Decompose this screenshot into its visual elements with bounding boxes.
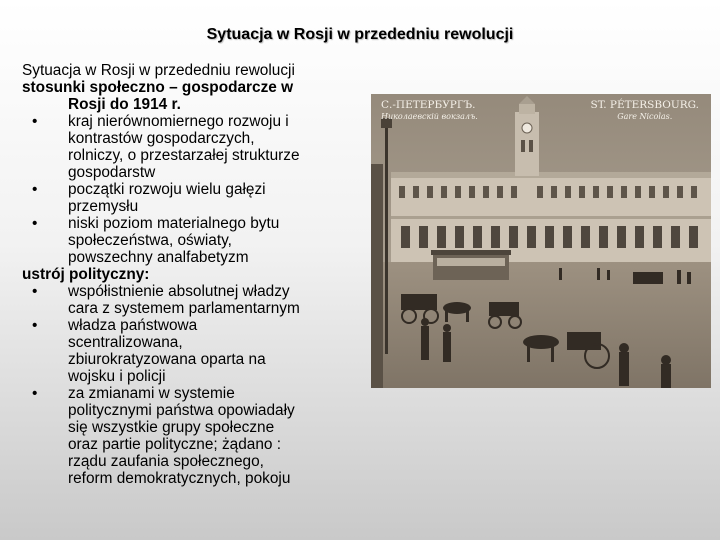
bullet-line: cara z systemem parlamentarnym [68, 300, 300, 317]
section2-bullet-list [22, 283, 354, 487]
bullet-line: reform demokratycznych, pokoju [68, 470, 291, 487]
photo-caption-right [591, 100, 699, 122]
bullet-line: oraz partie polityczne; żądano : [68, 436, 282, 453]
bullet-item [22, 385, 354, 487]
bullet-item [22, 113, 354, 181]
bullet-dot: • [32, 283, 38, 300]
bullet-line: gospodarstw [68, 164, 156, 181]
slide-title: Sytuacja w Rosji w przededniu rewolucji [206, 26, 514, 43]
intro-line: Sytuacja w Rosji w przededniu rewolucji [22, 62, 295, 79]
slide-body [22, 62, 354, 487]
station-photo [371, 94, 711, 388]
caption-right-subtitle: Gare Nicolas. [617, 112, 673, 121]
bullet-line: przemysłu [68, 198, 139, 215]
bullet-line: rządu zaufania społecznego, [68, 453, 264, 470]
section2-heading: ustrój polityczny: [22, 266, 150, 283]
bullet-item [22, 317, 354, 385]
bullet-line: się wszystkie grupy społeczne [68, 419, 275, 436]
section1-bullet-list [22, 113, 354, 266]
bullet-line: politycznymi państwa opowiadały [68, 402, 295, 419]
section1-heading-line1: stosunki społeczno – gospodarcze w [22, 79, 294, 96]
bullet-line: kraj nierównomiernego rozwoju i [68, 113, 289, 130]
lower-arches [401, 226, 698, 248]
tram [433, 254, 509, 280]
clock-face [522, 123, 532, 133]
bullet-dot: • [32, 317, 38, 334]
bullet-line: początki rozwoju wielu gałęzi [68, 181, 266, 198]
bullet-line: społeczeństwa, oświaty, [68, 232, 232, 249]
bullet-line: niski poziom materialnego bytu [68, 215, 280, 232]
bullet-line: współistnienie absolutnej władzy [68, 283, 290, 300]
caption-right-title: ST. PÉTERSBOURG. [590, 99, 699, 111]
bullet-item [22, 215, 354, 266]
lamp-post [385, 124, 388, 354]
bullet-line: zbiurokratyzowana oparta na [68, 351, 266, 368]
bullet-line: władza państwowa [68, 317, 198, 334]
caption-left-title: С.-ПЕТЕРБУРГЪ. [381, 99, 476, 111]
station-illustration [371, 94, 711, 388]
bullet-item [22, 283, 354, 317]
bullet-line: za zmianami w systemie [68, 385, 235, 402]
bullet-line: powszechny analfabetyzm [68, 249, 249, 266]
section1-heading-line2: Rosji do 1914 r. [68, 96, 181, 113]
bullet-item [22, 181, 354, 215]
caption-left-subtitle: Николаевскiй вокзалъ. [381, 112, 478, 121]
bullet-line: wojsku i policji [68, 368, 166, 385]
bullet-dot: • [32, 181, 38, 198]
bullet-dot: • [32, 385, 38, 402]
bullet-line: rolniczy, o przestarzałej strukturze [68, 147, 300, 164]
clock-tower [515, 112, 539, 176]
bullet-line: scentralizowana, [68, 334, 183, 351]
photo-caption-left [381, 100, 478, 122]
bullet-dot: • [32, 215, 38, 232]
bullet-line: kontrastów gospodarczych, [68, 130, 255, 147]
bullet-dot: • [32, 113, 38, 130]
